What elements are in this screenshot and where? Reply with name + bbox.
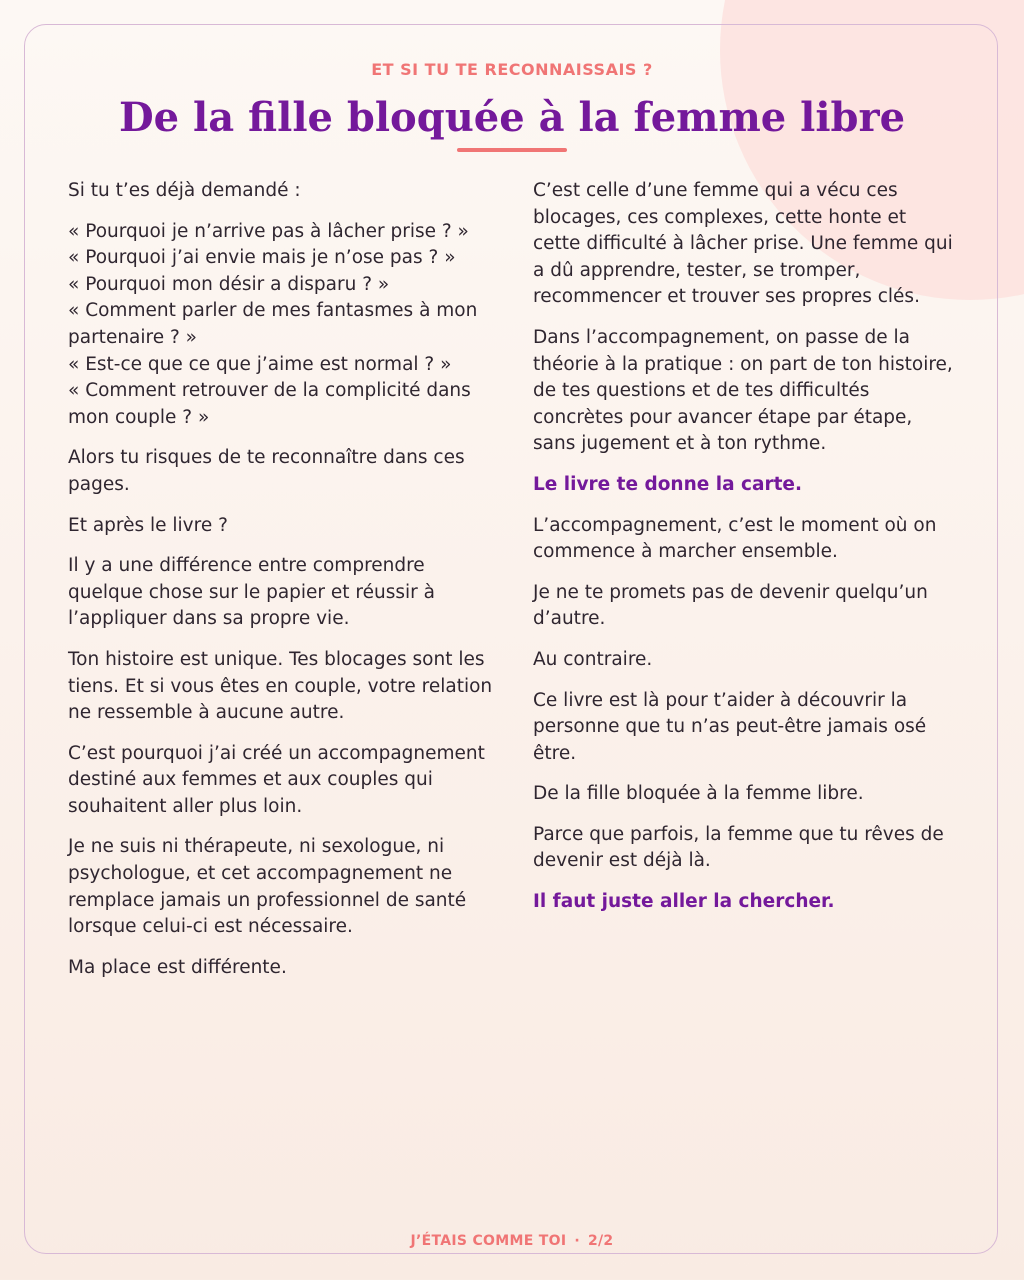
paragraph: Ton histoire est unique. Tes blocages sont les tiens. Et si vous êtes en couple, votre relation ne ressemble à aucune autre. (68, 648, 493, 724)
page-title: De la fille bloquée à la femme libre (118, 94, 906, 141)
question: « Pourquoi mon désir a disparu ? » (68, 273, 390, 295)
paragraph: Il y a une différence entre comprendre quelque chose sur le papier et réussir à l’appliquer dans sa propre vie. (68, 555, 435, 630)
highlight-paragraph: Le livre te donne la carte. (533, 473, 802, 495)
paragraph: L’accompagnement, c’est le moment où on commence à marcher ensemble. (533, 514, 937, 563)
paragraph: Parce que parfois, la femme que tu rêves de devenir est déjà là. (533, 823, 944, 872)
question-list (68, 219, 498, 432)
title-underline (457, 148, 567, 152)
paragraph: Si tu t’es déjà demandé : (68, 180, 301, 201)
footer (0, 1233, 1024, 1249)
paragraph: C’est pourquoi j’ai créé un accompagnement destiné aux femmes et aux couples qui souhaitent aller plus loin. (68, 742, 485, 817)
paragraph: De la fille bloquée à la femme libre. (533, 783, 864, 805)
question: « Est-ce que ce que j’aime est normal ? » (68, 353, 452, 375)
left-column (68, 178, 498, 995)
paragraph: Je ne te promets pas de devenir quelqu’un d’autre. (533, 581, 928, 630)
highlight-paragraph: Il faut juste aller la chercher. (533, 891, 835, 913)
question: « Pourquoi j’ai envie mais je n’ose pas ? » (68, 247, 456, 269)
paragraph: Et après le livre ? (68, 514, 228, 536)
paragraph: Ce livre est là pour t’aider à découvrir la personne que tu n’as peut-être jamais osé être. (533, 689, 927, 764)
question: « Comment parler de mes fantasmes à mon partenaire ? » (68, 300, 478, 348)
paragraph: C’est celle d’une femme qui a vécu ces blocages, ces complexes, cette honte et cette difficulté à lâcher prise. Une femme qui a dû apprendre, tester, se tromper, recommencer et trouver ses propres clés. (533, 180, 953, 308)
paragraph: Dans l’accompagnement, on passe de la théorie à la pratique : on part de ton histoire, de tes questions et de tes difficultés concrètes pour avancer étape par étape, sans jugement et à ton rythme. (533, 326, 953, 455)
eyebrow-heading: ET SI TU TE RECONNAISSAIS ? (371, 60, 653, 79)
footer-label: J’ÉTAIS COMME TOI (410, 1233, 567, 1249)
right-column (533, 178, 958, 930)
footer-separator: · (574, 1233, 580, 1249)
question: « Pourquoi je n’arrive pas à lâcher prise ? » (68, 220, 469, 242)
page-number: 2/2 (587, 1233, 614, 1249)
paragraph: Au contraire. (533, 648, 653, 670)
question: « Comment retrouver de la complicité dans mon couple ? » (68, 380, 471, 428)
paragraph: Alors tu risques de te reconnaître dans ces pages. (68, 447, 465, 495)
paragraph: Ma place est différente. (68, 956, 287, 978)
paragraph: Je ne suis ni thérapeute, ni sexologue, ni psychologue, et cet accompagnement ne remplace jamais un professionnel de santé lorsque celui-ci est nécessaire. (68, 836, 467, 938)
